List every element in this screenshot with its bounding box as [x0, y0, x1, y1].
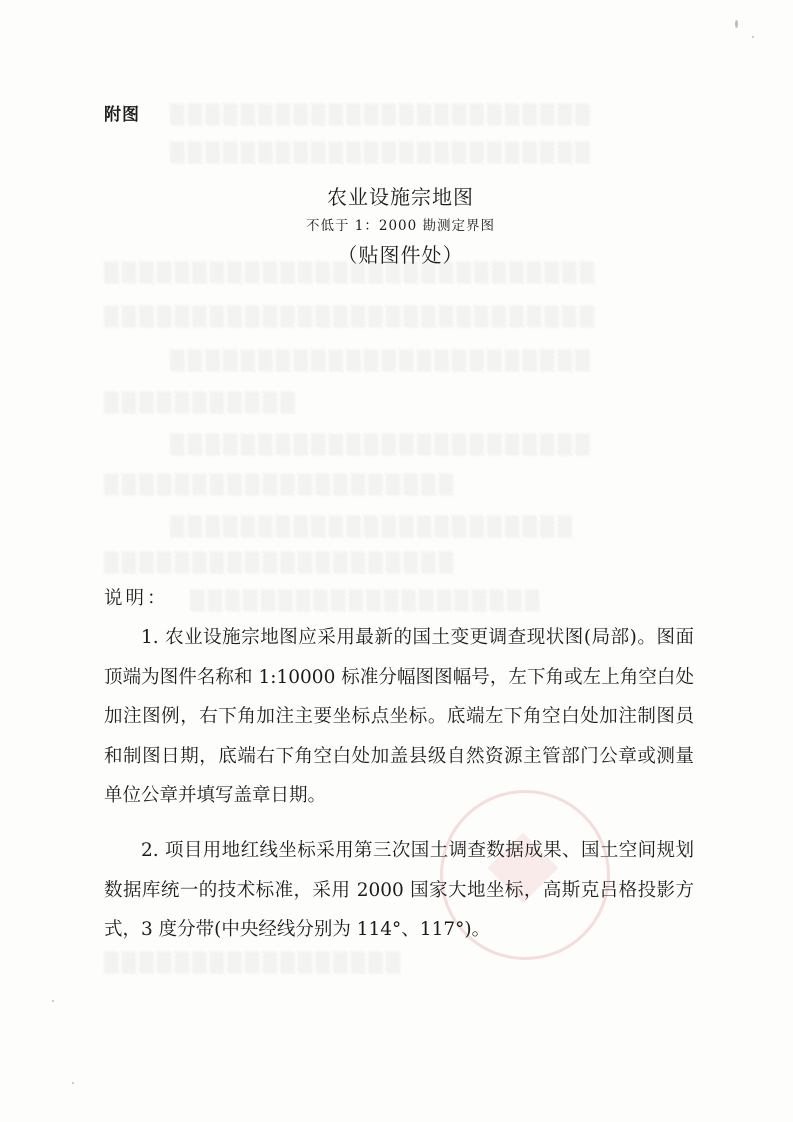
note-paragraph-1: 1. 农业设施宗地图应采用最新的国土变更调查现状图(局部)。图面顶端为图件名称和 1:10000 标准分幅图图幅号，左下角或左上角空白处加注图例，右下角加注主要坐标点坐标。底端左下角空白处加注制图员和制图日期，底端右下角空白处加盖县级自然资源主管部门公章或测量单位公章并填写盖章日期。 [104, 627, 694, 806]
bleed-through-text: ▒▒▒▒▒▒▒▒▒▒▒ [104, 392, 298, 414]
scan-speck [735, 20, 738, 28]
scan-speck [752, 36, 754, 38]
bleed-through-text: ▒▒▒▒▒▒▒▒▒▒▒▒▒▒▒▒▒▒▒▒▒▒▒▒ [170, 350, 593, 372]
scan-speck [72, 1082, 74, 1084]
page-title: 农业设施宗地图 [327, 185, 474, 209]
note-paragraph-2: 2. 项目用地红线坐标采用第三次国土调查数据成果、国土空间规划数据库统一的技术标准，采用 2000 国家大地坐标，高斯克吕格投影方式，3 度分带(中央经线分别为 114°、117°)。 [104, 840, 694, 940]
bleed-through-text: ▒▒▒▒▒▒▒▒▒▒▒▒▒▒▒▒▒▒▒▒ [190, 590, 543, 612]
bleed-through-text: ▒▒▒▒▒▒▒▒▒▒▒▒▒▒▒▒▒▒▒▒▒▒▒▒ [170, 104, 593, 126]
bleed-through-text: ▒▒▒▒▒▒▒▒▒▒▒▒▒▒▒▒▒▒▒▒▒▒▒▒ [170, 142, 593, 164]
scan-speck [52, 1000, 54, 1002]
bleed-through-text: ▒▒▒▒▒▒▒▒▒▒▒▒▒▒▒▒▒▒▒▒▒▒▒▒▒▒▒▒ [104, 262, 598, 284]
bleed-through-text: ▒▒▒▒▒▒▒▒▒▒▒▒▒▒▒▒▒▒▒▒▒▒▒▒▒▒▒▒ [104, 306, 598, 328]
bleed-through-text: ▒▒▒▒▒▒▒▒▒▒▒▒▒▒▒▒▒▒▒▒ [104, 474, 457, 496]
page-subtitle: 不低于 1：2000 勘测定界图 [305, 218, 496, 234]
bleed-through-text: ▒▒▒▒▒▒▒▒▒▒▒▒▒▒▒▒▒▒▒▒▒▒▒ [170, 516, 576, 538]
notes-label: 说明： [104, 588, 169, 609]
bleed-through-text: ▒▒▒▒▒▒▒▒▒▒▒▒▒▒▒▒▒▒▒▒ [104, 552, 457, 574]
attachment-label: 附图 [104, 105, 140, 125]
bleed-through-text: ▒▒▒▒▒▒▒▒▒▒▒▒▒▒▒▒▒ [104, 952, 404, 974]
bleed-through-text: ▒▒▒▒▒▒▒▒▒▒▒▒▒▒▒▒▒▒▒▒▒▒▒▒ [170, 434, 593, 456]
map-paste-placeholder: （贴图件处） [337, 243, 464, 267]
